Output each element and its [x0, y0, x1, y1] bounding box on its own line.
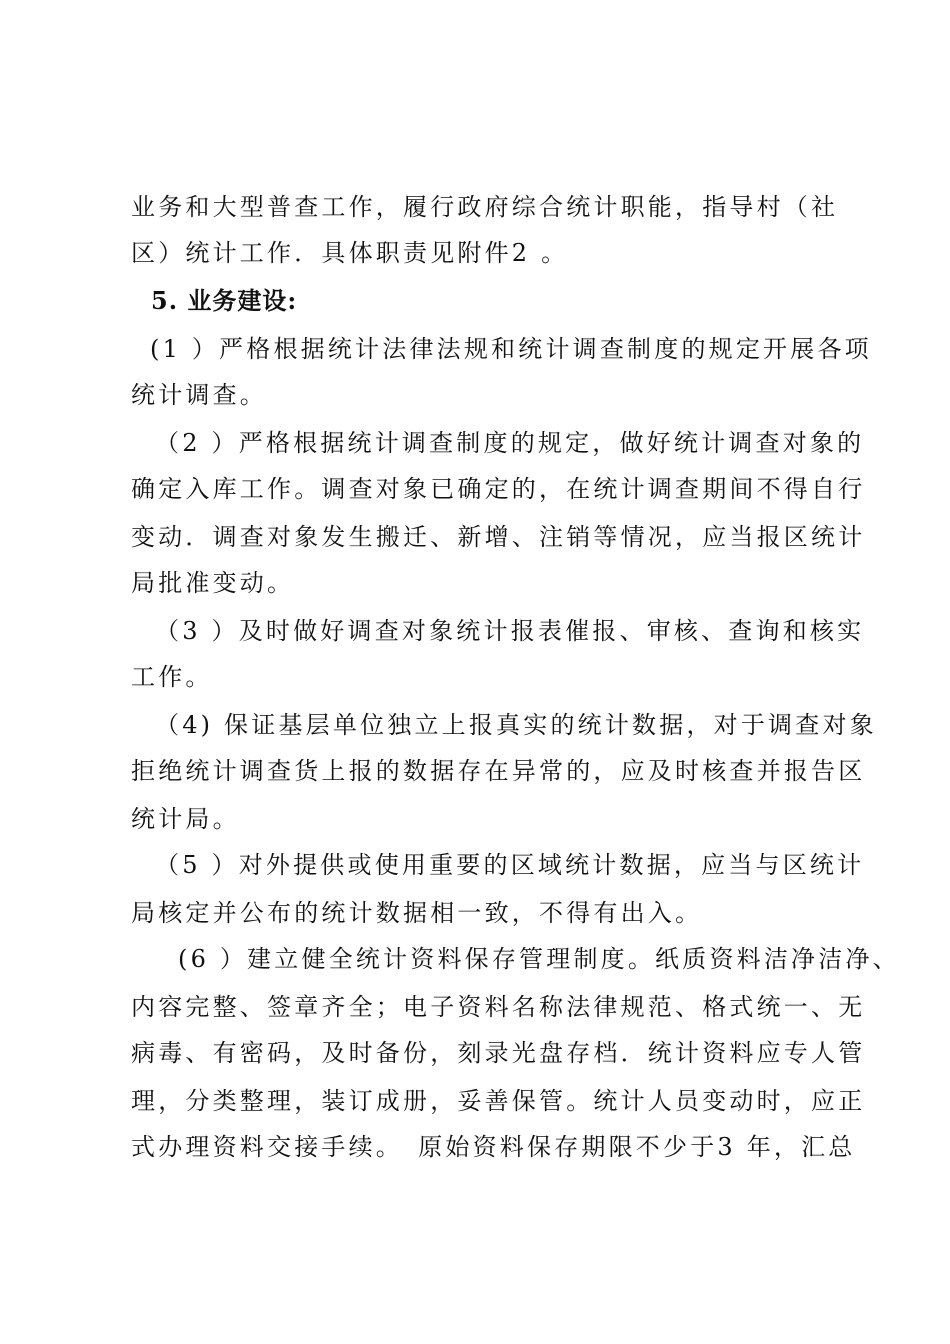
body-text-line: （5 ）对外提供或使用重要的区域统计数据，应当与区统计 — [155, 851, 865, 879]
body-text-line: 理，分类整理，装订成册，妥善保管。统计人员变动时，应正 — [131, 1087, 866, 1115]
body-text-line: 拒绝统计调查货上报的数据存在异常的，应及时核查并报告区 — [131, 757, 866, 785]
body-text-line: （4) 保证基层单位独立上报真实的统计数据，对于调查对象 — [155, 711, 877, 739]
body-text-line: 局批准变动。 — [131, 569, 295, 597]
body-text-line: 统计局。 — [131, 805, 240, 833]
body-text-line: 变动．调查对象发生搬迁、新增、注销等情况，应当报区统计 — [131, 523, 866, 551]
body-text-line: (6 ）建立健全统计资料保存管理制度。纸质资料洁净洁净、 — [178, 945, 900, 973]
body-text-line: 内容完整、签章齐全；电子资料名称法律规范、格式统一、无 — [131, 993, 866, 1021]
body-text-line: （2 ）严格根据统计调查制度的规定，做好统计调查对象的 — [155, 429, 865, 457]
body-text-line: 业务和大型普查工作，履行政府综合统计职能，指导村（社 — [131, 193, 839, 221]
body-text-line: 区）统计工作．具体职责见附件2 。 — [131, 239, 569, 267]
body-text-line: 统计调查。 — [131, 381, 267, 409]
body-text-line: (1 ）严格根据统计法律法规和统计调查制度的规定开展各项 — [150, 335, 872, 363]
body-text-line: （3 ）及时做好调查对象统计报表催报、审核、查询和核实 — [155, 617, 865, 645]
body-text-line: 工作。 — [131, 663, 213, 691]
section-heading: 5. 业务建设: — [151, 286, 298, 315]
body-text-line: 局核定并公布的统计数据相一致，不得有出入。 — [131, 899, 703, 927]
body-text-line: 式办理资料交接手续。 原始资料保存期限不少于3 年，汇总 — [131, 1133, 856, 1161]
body-text-line: 病毒、有密码，及时备份，刻录光盘存档．统计资料应专人管 — [131, 1039, 866, 1067]
body-text-line: 确定入库工作。调查对象已确定的，在统计调查期间不得自行 — [131, 475, 866, 503]
